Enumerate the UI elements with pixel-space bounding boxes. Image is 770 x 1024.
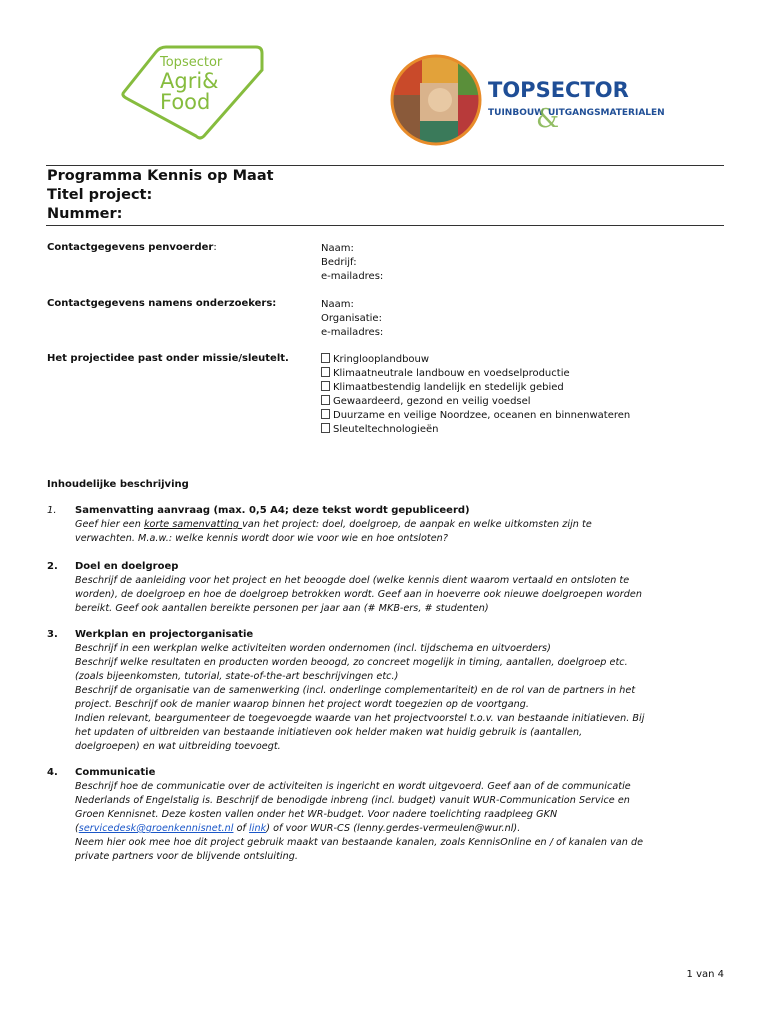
programme-title: Programma Kennis op Maat xyxy=(47,168,274,184)
checkbox-icon xyxy=(321,353,330,363)
servicedesk-email-link[interactable]: servicedesk@groenkennisnet.nl xyxy=(78,823,234,834)
section-4-line: private partners voor de blijvende ontsluiting. xyxy=(75,851,298,862)
penvoerder-company-field[interactable]: Bedrijf: xyxy=(321,257,357,268)
gkn-link[interactable]: link xyxy=(249,823,267,834)
topsector-agri-food-logo xyxy=(118,40,268,140)
onderzoekers-email-field[interactable]: e-mailadres: xyxy=(321,327,384,338)
section-3-line: Beschrijf in een werkplan welke activiteiten worden ondernomen (incl. tijdschema en uitvoerders) xyxy=(75,643,551,654)
content-heading: Inhoudelijke beschrijving xyxy=(47,479,189,490)
section-3-number: 3. xyxy=(47,629,58,640)
svg-text:TOPSECTOR: TOPSECTOR xyxy=(488,78,629,102)
penvoerder-email-field[interactable]: e-mailadres: xyxy=(321,271,384,282)
penvoerder-label: Contactgegevens penvoerder: xyxy=(47,242,217,253)
checkbox-icon xyxy=(321,381,330,391)
mission-checkbox-gezond-voedsel[interactable]: Gewaardeerd, gezond en veilig voedsel xyxy=(321,395,531,409)
section-3-line: (zoals bijeenkomsten, tutorial, state-of-the-art beschrijvingen etc.) xyxy=(75,671,399,682)
section-3-line: Beschrijf welke resultaten en producten worden beoogd, zo concreet mogelijk in timing, aantallen, doelgroep etc. xyxy=(75,657,628,668)
checkbox-icon xyxy=(321,409,330,419)
section-2-title: Doel en doelgroep xyxy=(75,561,179,572)
section-4-line: Nederlands of Engelstalig is. Beschrijf de benodigde inbreng (incl. budget) vanuit WUR-Communication Service en xyxy=(75,795,630,806)
svg-text:Topsector: Topsector xyxy=(160,55,223,70)
project-title-label: Titel project: xyxy=(47,187,153,203)
section-4-line: (servicedesk@groenkennisnet.nl of link) of voor WUR-CS (lenny.gerdes-vermeulen@wur.nl). xyxy=(75,823,521,834)
project-number-label: Nummer: xyxy=(47,206,123,222)
header-top-rule xyxy=(46,165,724,166)
svg-text:&: & xyxy=(536,104,560,134)
onderzoekers-organisation-field[interactable]: Organisatie: xyxy=(321,313,382,324)
mission-checkbox-klimaatneutraal[interactable]: Klimaatneutrale landbouw en voedselproductie xyxy=(321,367,570,381)
checkbox-icon xyxy=(321,395,330,405)
svg-text:Agri&: Agri& xyxy=(160,69,219,93)
section-3-line: doelgroepen) en wat uitbreiding toevoegt. xyxy=(75,741,281,752)
section-2-number: 2. xyxy=(47,561,58,572)
penvoerder-name-field[interactable]: Naam: xyxy=(321,243,354,254)
page-number: 1 van 4 xyxy=(686,969,724,980)
mission-checkbox-klimaatbestendig[interactable]: Klimaatbestendig landelijk en stedelijk gebied xyxy=(321,381,564,395)
section-3-line: het updaten of uitbreiden van bestaande initiatieven ook helder maken wat huidig gebruik is (aantallen, xyxy=(75,727,583,738)
section-3-line: Indien relevant, beargumenteer de toegevoegde waarde van het projectvoorstel t.o.v. van bestaande initiatieven. Bij xyxy=(75,713,645,724)
topsector-tuinbouw-logo xyxy=(388,55,665,145)
section-4-number: 4. xyxy=(47,767,58,778)
globe-photo-collage xyxy=(388,55,488,145)
onderzoekers-name-field[interactable]: Naam: xyxy=(321,299,354,310)
header-bottom-rule xyxy=(46,225,724,226)
checkbox-icon xyxy=(321,423,330,433)
svg-text:UITGANGSMATERIALEN: UITGANGSMATERIALEN xyxy=(548,108,665,118)
section-1-line: verwachten. M.a.w.: welke kennis wordt door wie voor wie en hoe ontsloten? xyxy=(75,533,448,544)
mission-label: Het projectidee past onder missie/sleutelt. xyxy=(47,353,289,364)
section-1-number: 1. xyxy=(47,505,57,516)
section-3-line: project. Beschrijf ook de manier waarop binnen het project wordt toegezien op de voortgang. xyxy=(75,699,529,710)
section-4-line: Groen Kennisnet. Deze kosten vallen onder het WR-budget. Voor nadere toelichting raadpleeg GKN xyxy=(75,809,558,820)
section-1-title: Samenvatting aanvraag (max. 0,5 A4; deze tekst wordt gepubliceerd) xyxy=(75,505,470,516)
section-4-line: Neem hier ook mee hoe dit project gebruik maakt van bestaande kanalen, zoals KennisOnline en / of kanalen van de xyxy=(75,837,644,848)
section-3-line: Beschrijf de organisatie van de samenwerking (incl. onderlinge complementariteit) en de rol van de partners in het xyxy=(75,685,636,696)
section-1-line: Geef hier een korte samenvatting van het project: doel, doelgroep, de aanpak en welke uitkomsten zijn te xyxy=(75,519,592,530)
checkbox-icon xyxy=(321,367,330,377)
section-2-line: worden), de doelgroep en hoe de doelgroep betrokken wordt. Geef aan in hoeverre ook nieuwe doelgroepen worden xyxy=(75,589,642,600)
section-4-title: Communicatie xyxy=(75,767,156,778)
svg-text:TUINBOUW: TUINBOUW xyxy=(488,108,545,118)
mission-checkbox-sleuteltechnologieen[interactable]: Sleuteltechnologieën xyxy=(321,423,439,437)
mission-checkbox-kringlooplandbouw[interactable]: Kringlooplandbouw xyxy=(321,353,429,367)
svg-text:Food: Food xyxy=(160,90,211,114)
section-2-line: Beschrijf de aanleiding voor het project en het beoogde doel (welke kennis dient waarom vertaald en ontsloten te xyxy=(75,575,630,586)
onderzoekers-label: Contactgegevens namens onderzoekers: xyxy=(47,298,277,309)
section-3-title: Werkplan en projectorganisatie xyxy=(75,629,254,640)
mission-checkbox-noordzee[interactable]: Duurzame en veilige Noordzee, oceanen en binnenwateren xyxy=(321,409,630,423)
section-2-line: bereikt. Geef ook aantallen bereikte personen per jaar aan (# MKB-ers, # studenten) xyxy=(75,603,489,614)
section-4-line: Beschrijf hoe de communicatie over de activiteiten is ingericht en wordt uitgevoerd. Geef aan of de communicatie xyxy=(75,781,631,792)
